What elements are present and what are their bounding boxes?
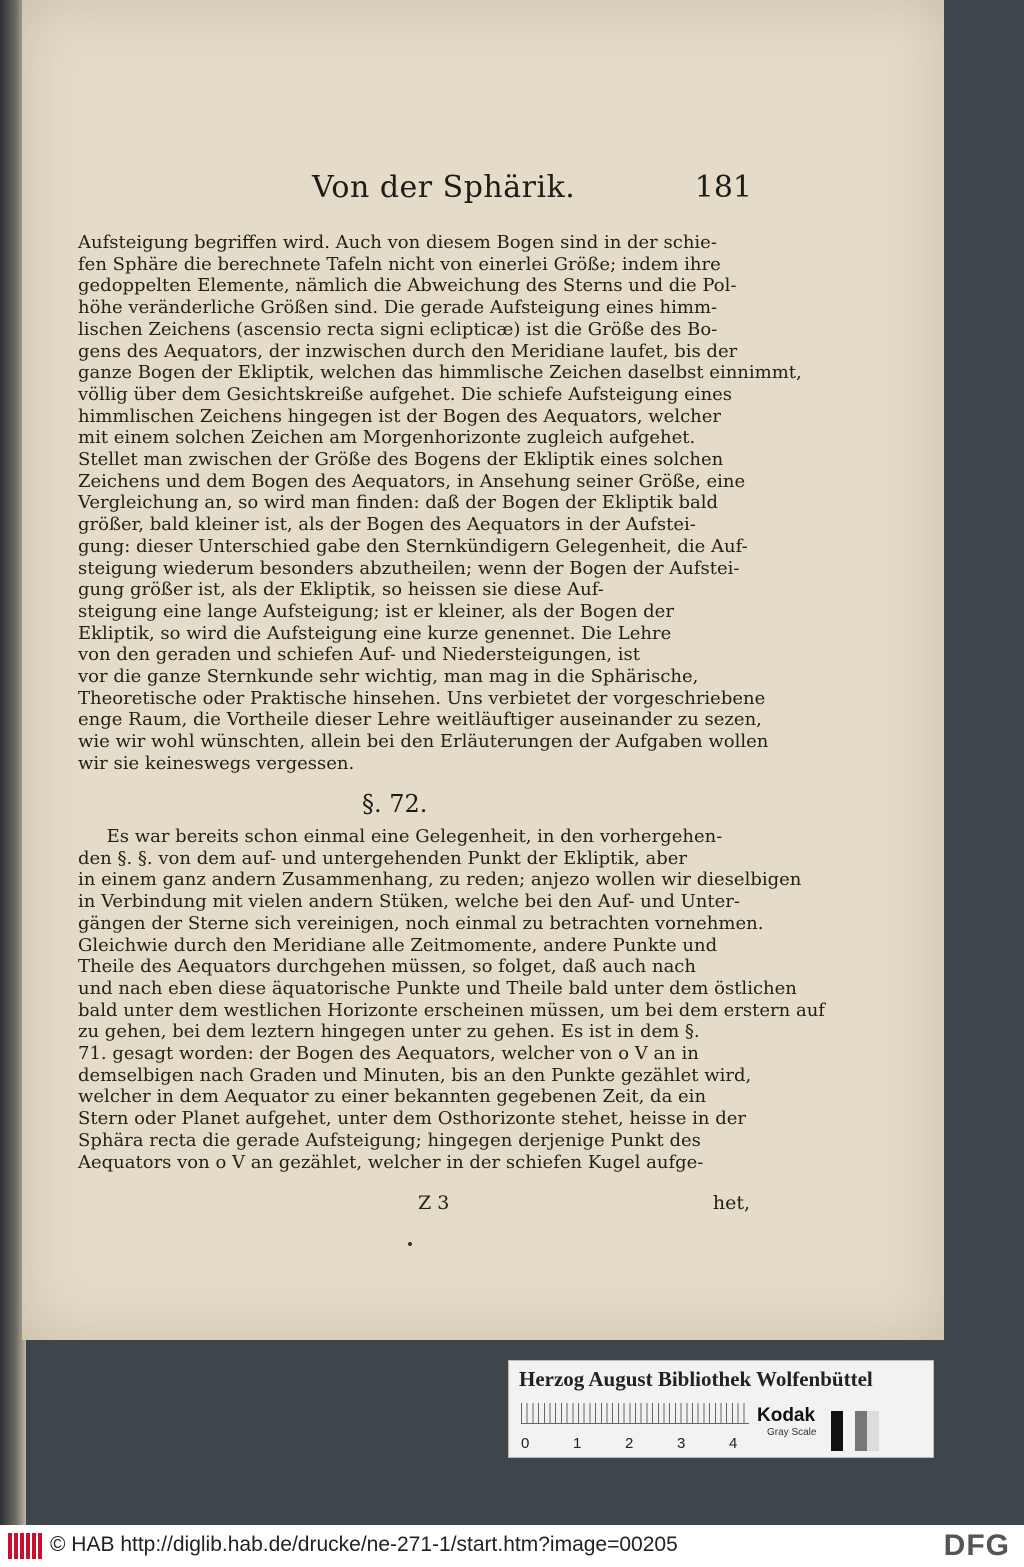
gray-swatches <box>831 1411 879 1451</box>
text-line: Aequators von o V an gezählet, welcher in der schiefen Kugel aufge- <box>78 1151 704 1173</box>
text-line: vor die ganze Sternkunde sehr wichtig, man mag in die Sphärische, <box>78 666 699 688</box>
gray-scale-label: Gray Scale <box>767 1427 817 1438</box>
ruler-number: 0 <box>521 1435 530 1452</box>
paragraph-1 <box>78 232 802 775</box>
text-line: gedoppelten Elemente, nämlich die Abweichung des Sterns und die Pol- <box>78 275 737 297</box>
text-line: in Verbindung mit vielen andern Stüken, welche bei den Auf- und Unter- <box>78 891 740 913</box>
dfg-logo: DFG <box>943 1529 1010 1562</box>
text-line: höhe veränderliche Größen sind. Die gerade Aufsteigung eines himm- <box>78 297 718 319</box>
page-number: 181 <box>694 170 752 205</box>
ruler-scale <box>521 1403 749 1424</box>
color-scale-card <box>508 1360 934 1458</box>
text-line: bald unter dem westlichen Horizonte erscheinen müssen, um bei dem erstern auf <box>78 999 825 1021</box>
gray-swatch <box>843 1411 855 1451</box>
ruler-number: 1 <box>573 1435 582 1452</box>
text-line: gung: dieser Unterschied gabe den Sternkündigern Gelegenheit, die Auf- <box>78 535 748 557</box>
page-footer <box>78 1192 750 1216</box>
text-line: Es war bereits schon einmal eine Gelegenheit, in den vorhergehen- <box>78 826 723 847</box>
running-head: Von der Sphärik. <box>312 170 576 205</box>
gray-swatch <box>867 1411 879 1451</box>
text-line: größer, bald kleiner ist, als der Bogen des Aequators in der Aufstei- <box>78 514 696 536</box>
text-line: himmlischen Zeichens hingegen ist der Bogen des Aequators, welcher <box>78 405 722 427</box>
text-line: den §. §. von dem auf- und untergehenden Punkt der Ekliptik, aber <box>78 847 688 869</box>
text-line: gängen der Sterne sich vereinigen, noch einmal zu betrachten vornehmen. <box>78 912 764 934</box>
text-line: Sphära recta die gerade Aufsteigung; hingegen derjenige Punkt des <box>78 1129 701 1151</box>
text-line: welcher in dem Aequator zu einer bekannten gegebenen Zeit, da ein <box>78 1086 707 1108</box>
text-line: Ekliptik, so wird die Aufsteigung eine kurze genennet. Die Lehre <box>78 622 672 644</box>
text-line: gung größer ist, als der Ekliptik, so heissen sie diese Auf- <box>78 579 604 601</box>
text-line: Theoretische oder Praktische hinsehen. Uns verbietet der vorgeschriebene <box>78 687 766 709</box>
text-line: wie wir wohl wünschten, allein bei den Erläuterungen der Aufgaben wollen <box>78 731 769 753</box>
gray-swatch <box>831 1411 843 1451</box>
text-line: völlig über dem Gesichtskreiße aufgehet. Die schiefe Aufsteigung eines <box>78 383 733 405</box>
text-line: steigung wiederum besonders abzutheilen; wenn der Bogen der Aufstei- <box>78 557 740 579</box>
copyright-link[interactable]: © HAB http://diglib.hab.de/drucke/ne-271-1/start.htm?image=00205 <box>50 1533 678 1556</box>
gray-swatch <box>855 1411 867 1451</box>
text-line: von den geraden und schiefen Auf- und Niedersteigungen, ist <box>78 644 640 666</box>
book-page <box>22 0 944 1340</box>
text-line: wir sie keineswegs vergessen. <box>78 752 355 774</box>
text-line: Stern oder Planet aufgehet, unter dem Osthorizonte stehet, heisse in der <box>78 1108 747 1130</box>
text-line: steigung eine lange Aufsteigung; ist er kleiner, als der Bogen der <box>78 600 674 622</box>
text-line: Stellet man zwischen der Größe des Bogens der Ekliptik eines solchen <box>78 449 724 471</box>
text-line: Theile des Aequators durchgehen müssen, so folget, daß auch nach <box>78 956 696 978</box>
text-line: in einem ganz andern Zusammenhang, zu reden; anjezo wollen wir dieselbigen <box>78 869 802 891</box>
page-header <box>312 170 752 214</box>
paragraph-2 <box>78 826 825 1173</box>
ruler-number: 2 <box>625 1435 634 1452</box>
text-line: zu gehen, bei dem leztern hingegen unter zu gehen. Es ist in dem §. <box>78 1021 700 1043</box>
text-line: und nach eben diese äquatorische Punkte und Theile bald unter dem östlichen <box>78 977 797 999</box>
text-line: lischen Zeichens (ascensio recta signi eclipticæ) ist die Größe des Bo- <box>78 318 718 340</box>
text-line: fen Sphäre die berechnete Tafeln nicht von einerlei Größe; indem ihre <box>78 253 721 275</box>
text-line: ganze Bogen der Ekliptik, welchen das himmlische Zeichen daselbst einnimmt, <box>78 362 802 384</box>
text-line: Gleichwie durch den Meridiane alle Zeitmomente, andere Punkte und <box>78 934 718 956</box>
text-line: Vergleichung an, so wird man finden: daß der Bogen der Ekliptik bald <box>78 492 719 514</box>
text-line: mit einem solchen Zeichen am Morgenhorizonte zugleich aufgehet. <box>78 427 696 449</box>
library-label: Herzog August Bibliothek Wolfenbüttel <box>519 1367 873 1391</box>
kodak-logo: Kodak <box>757 1405 816 1426</box>
hab-logo-icon <box>8 1533 42 1559</box>
catchword: het, <box>712 1192 750 1214</box>
signature-mark: Z 3 <box>418 1192 450 1214</box>
text-line: gens des Aequators, der inzwischen durch den Meridiane laufet, bis der <box>78 340 738 362</box>
text-line: Zeichens und dem Bogen des Aequators, in Ansehung seiner Größe, eine <box>78 470 746 492</box>
footer-bar <box>0 1525 1024 1567</box>
ruler-number: 4 <box>729 1435 738 1452</box>
text-line: demselbigen nach Graden und Minuten, bis an den Punkte gezählet wird, <box>78 1064 752 1086</box>
text-line: 71. gesagt worden: der Bogen des Aequators, welcher von o V an in <box>78 1043 699 1065</box>
ruler-number: 3 <box>677 1435 686 1452</box>
text-line: enge Raum, die Vortheile dieser Lehre weitläuftiger auseinander zu sezen, <box>78 709 762 731</box>
section-heading: §. 72. <box>362 790 428 818</box>
ink-dot <box>408 1242 412 1246</box>
text-line: Aufsteigung begriffen wird. Auch von diesem Bogen sind in der schie- <box>78 232 717 253</box>
